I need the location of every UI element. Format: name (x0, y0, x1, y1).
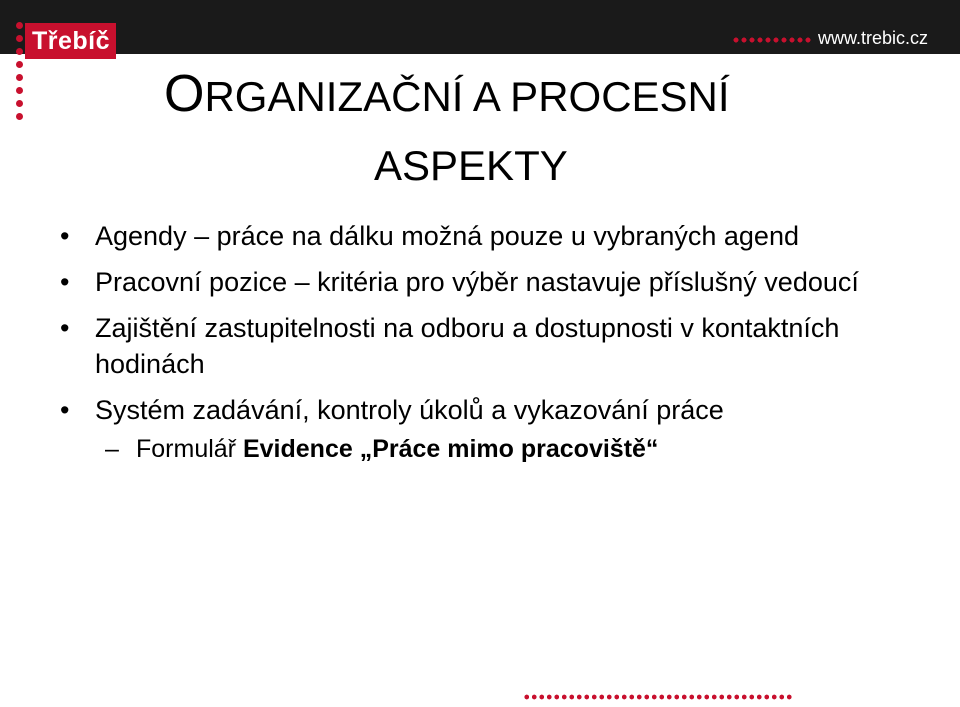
header-bar (0, 0, 960, 54)
page-title-line2: ASPEKTY (374, 142, 568, 189)
sub-list-item: – Formulář Evidence „Práce mimo pracoviště“ (105, 435, 659, 463)
list-item: • Zajištění zastupitelnosti na odboru a dostupnosti v kontaktních hodinách (60, 313, 840, 379)
url-dots-decoration (732, 36, 812, 44)
list-item-text: Zajištění zastupitelnosti na odboru a dostupnosti v kontaktních hodinách (95, 313, 840, 379)
list-item: • Systém zadávání, kontroly úkolů a vykazování práce (60, 395, 724, 425)
title-line1-rest: RGANIZAČNÍ A PROCESNÍ (204, 73, 730, 120)
list-item: • Pracovní pozice – kritéria pro výběr nastavuje příslušný vedoucí (60, 267, 859, 297)
sub-item-bold: Evidence „Práce mimo pracoviště“ (242, 435, 659, 463)
logo: Třebíč (25, 23, 116, 59)
decorative-dots (16, 22, 24, 126)
title-initial: O (164, 65, 205, 123)
list-item-text: Systém zadávání, kontroly úkolů a vykazování práce (95, 395, 724, 425)
sub-item-prefix: Formulář (136, 435, 243, 463)
footer-dots-decoration (523, 693, 793, 701)
list-item: • Agendy – práce na dálku možná pouze u vybraných agend (60, 221, 799, 251)
list-item-text: Agendy – práce na dálku možná pouze u vybraných agend (95, 221, 799, 251)
bullet-list (60, 218, 920, 466)
website-url: www.trebic.cz (818, 28, 929, 48)
page-title (164, 64, 730, 127)
list-item-text: Pracovní pozice – kritéria pro výběr nastavuje příslušný vedoucí (95, 267, 859, 297)
